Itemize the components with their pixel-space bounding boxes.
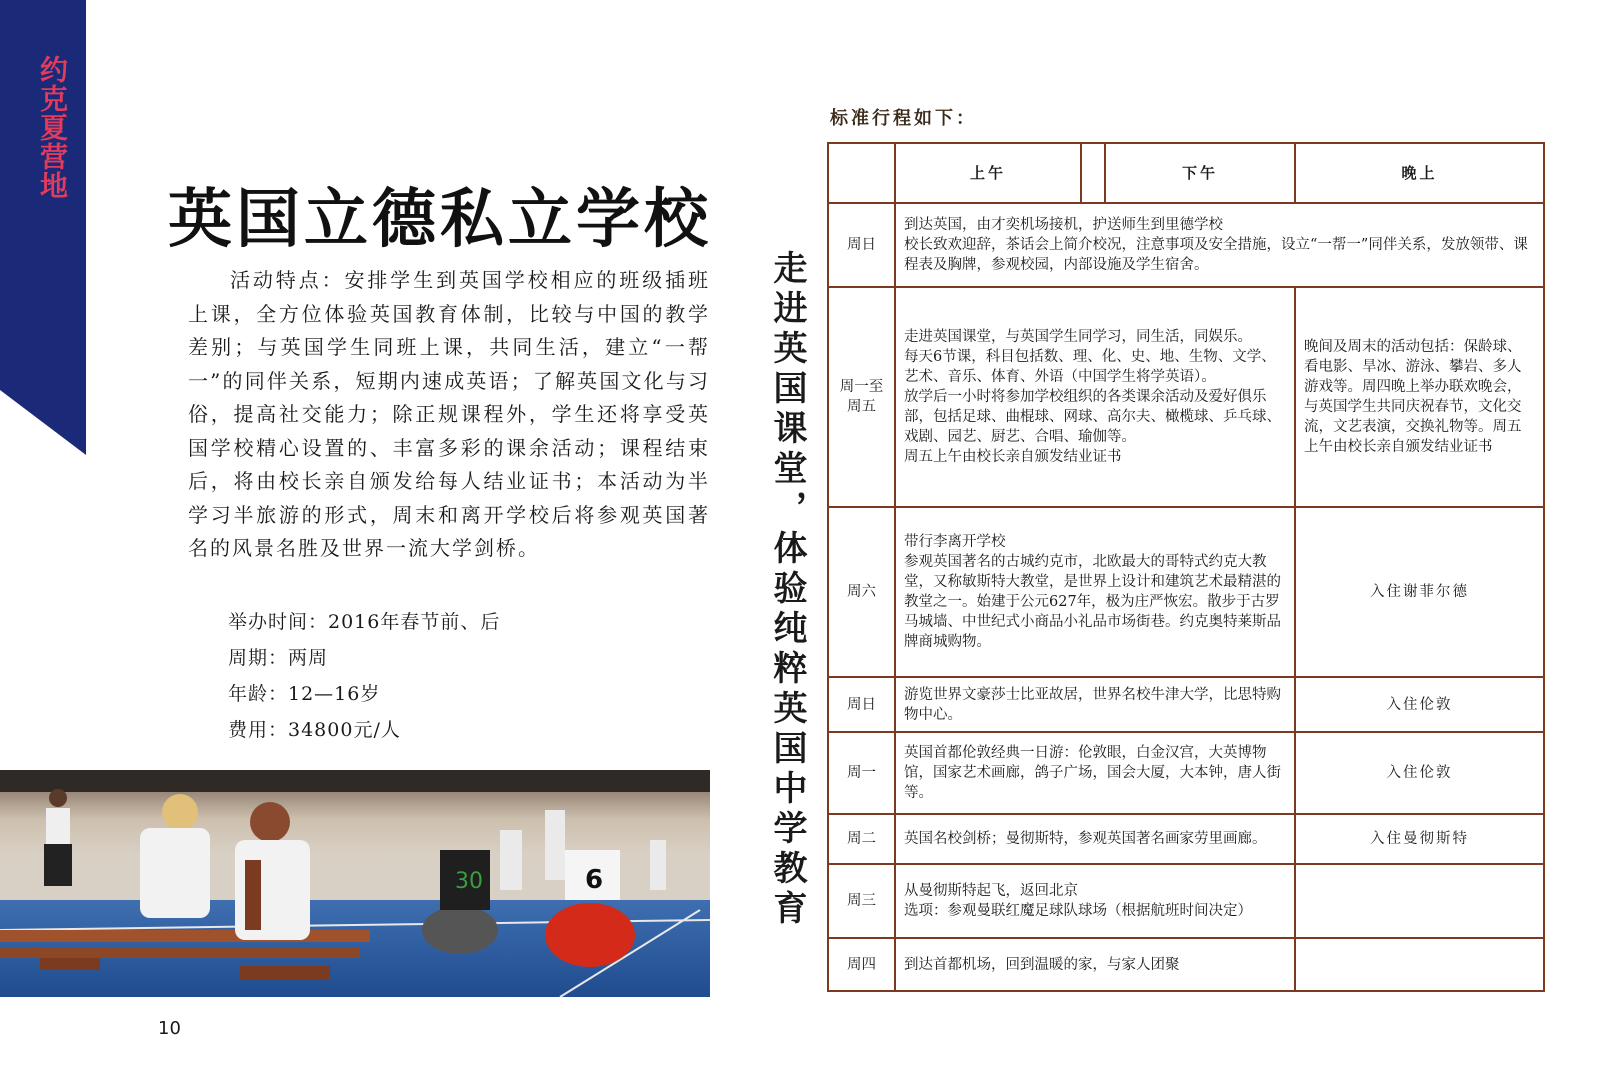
evening-cell [1295,864,1544,938]
day-cell: 周一 [828,732,895,814]
day-cell: 周日 [828,677,895,732]
meta-age: 年龄：12—16岁 [228,683,381,705]
evening-cell [1295,938,1544,991]
day-cell: 周二 [828,814,895,864]
schedule-table [827,142,1545,992]
activity-line: 每天6节课，科目包括数、理、化、史、地、生物、文学、艺术、音乐、体育、外语（中国学生将学英语）。 [904,349,1276,385]
table-row [828,287,1544,507]
activity-cell: 带行李离开学校 参观英国著名的古城约克市，北欧最大的哥特式约克大教堂，又称敏斯特大教堂，是世界上设计和建筑艺术最精湛的教堂之一。始建于公元627年，极为庄严恢宏。散步于古罗马城墙、中世纪式小商品小礼品市场街巷。约克奥特莱斯品牌商城购物。 [895,507,1295,677]
header-afternoon: 下午 [1105,143,1295,203]
meta-duration: 周期：两周 [228,647,329,669]
meta-time: 举办时间：2016年春节前、后 [228,611,501,633]
description-paragraph: 活动特点：安排学生到英国学校相应的班级插班上课，全方位体验英国教育体制，比较与中国的教学差别；与英国学生同班上课，共同生活，建立“一帮一”的同伴关系，短期内速成英语；了解英国文化与习俗，提高社交能力；除正规课程外，学生还将享受英国学校精心设置的、丰富多彩的课余活动；课程结束后，将由校长亲自颁发给每人结业证书；本活动为半学习半旅游的形式，周末和离开学校后将参观英国著名的风景名胜及世界一流大学剑桥。 [188,268,710,560]
schedule-heading: 标准行程如下： [830,108,977,129]
table-row [828,507,1544,677]
activity-line: 校长致欢迎辞，茶话会上简介校况，注意事项及安全措施，设立“一帮一”同伴关系，发放领带、课程表及胸牌，参观校园，内部设施及学生宿舍。 [904,237,1528,273]
meta-fee: 费用：34800元/人 [228,719,401,741]
evening-cell: 入住伦敦 [1295,732,1544,814]
activity-cell [895,287,1295,507]
page-title: 英国立德私立学校 [168,183,712,257]
table-row [828,732,1544,814]
activity-line: 到达英国，由才奕机场接机，护送师生到里德学校 [904,217,1223,233]
day-cell: 周一至周五 [828,287,895,507]
table-row [828,938,1544,991]
activity-cell: 游览世界文豪莎士比亚故居，世界名校牛津大学，比思特购物中心。 [895,677,1295,732]
table-row [828,677,1544,732]
activity-cell: 到达首都机场，回到温暖的家，与家人团聚 [895,938,1295,991]
gym-photo [0,770,710,997]
page-number: 10 [158,1018,181,1039]
table-row [828,814,1544,864]
side-label: 约克夏营地 [36,55,69,200]
activity-cell: 从曼彻斯特起飞，返回北京 选项：参观曼联红魔足球队球场（根据航班时间决定） [895,864,1295,938]
vertical-slogan: 走进英国课堂，体验纯粹英国中学教育 [767,250,807,930]
evening-cell: 入住谢菲尔德 [1295,507,1544,677]
day-cell: 周六 [828,507,895,677]
activity-line: 放学后一小时将参加学校组织的各类课余活动及爱好俱乐部，包括足球、曲棍球、网球、高尔夫、橄榄球、乒乓球、戏剧、园艺、厨艺、合唱、瑜伽等。 [904,389,1281,445]
evening-cell: 入住伦敦 [1295,677,1544,732]
activity-line: 周五上午由校长亲自颁发结业证书 [904,449,1122,465]
activity-line: 走进英国课堂，与英国学生同学习，同生活，同娱乐。 [904,329,1252,345]
jersey-number-6: 6 [585,865,604,895]
header-morning: 上午 [895,143,1081,203]
evening-cell: 入住曼彻斯特 [1295,814,1544,864]
day-cell: 周日 [828,203,895,287]
day-cell: 周三 [828,864,895,938]
header-evening: 晚上 [1295,143,1544,203]
activity-cell: 英国名校剑桥；曼彻斯特，参观英国著名画家劳里画廊。 [895,814,1295,864]
evening-cell: 晚间及周末的活动包括：保龄球、看电影、旱冰、游泳、攀岩、多人游戏等。周四晚上举办联欢晚会，与英国学生共同庆祝春节，文化交流，文艺表演，交换礼物等。周五上午由校长亲自颁发结业证书 [1295,287,1544,507]
table-row [828,203,1544,287]
program-meta [228,604,500,748]
header-day [828,143,895,203]
activity-cell: 英国首都伦敦经典一日游：伦敦眼，白金汉宫，大英博物馆，国家艺术画廊，鸽子广场，国会大厦，大本钟，唐人街等。 [895,732,1295,814]
jersey-number-30: 30 [455,869,483,894]
header-divider [1081,143,1105,203]
activity-cell [895,203,1544,287]
day-cell: 周四 [828,938,895,991]
table-header-row [828,143,1544,203]
table-row [828,864,1544,938]
